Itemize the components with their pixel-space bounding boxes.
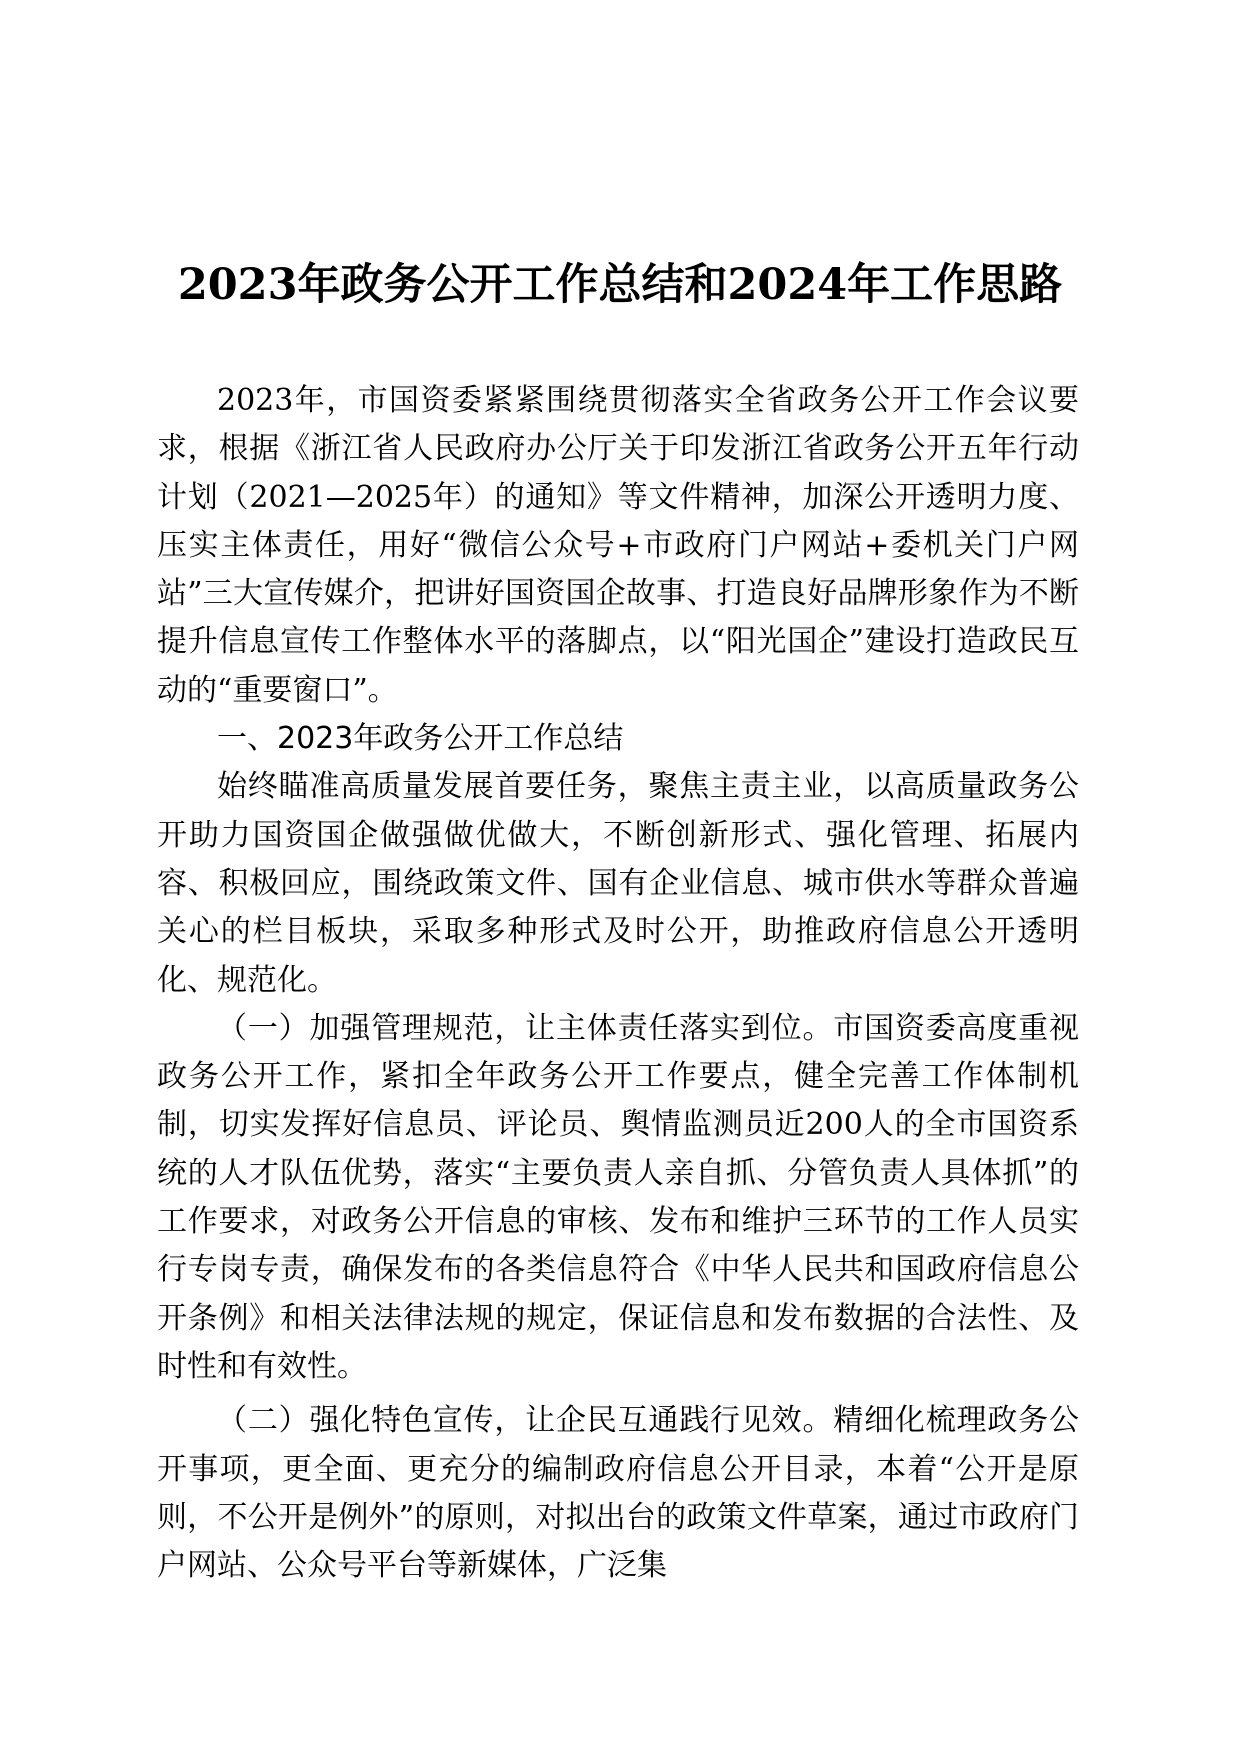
subsection-1-paragraph [157,1005,1079,1391]
section-heading-1: 一、2023年政务公开工作总结 [217,721,624,757]
document-body [157,377,1079,1590]
subsection-1-text: 市国资委高度重视政务公开工作，紧扣全年政务公开工作要点，健全完善工作体制机制，切实发挥好信息员、评论员、舆情监测员近200人的全市国资系统的人才队伍优势，落实“主要负责人亲自抓、分管负责人具体抓”的工作要求，对政务公开信息的审核、发布和维护三环节的工作人员实行专岗专责，确保发布的各类信息符合《中华人民共和国政府信息公开条例》和相关法律法规的规定，保证信息和发布数据的合法性、及时性和有效性。 [157,1010,1080,1384]
section-1-summary-paragraph: 始终瞄准高质量发展首要任务，聚焦主责主业，以高质量政务公开助力国资国企做强做优做大，不断创新形式、强化管理、拓展内容、积极回应，围绕政策文件、国有企业信息、城市供水等群众普遍关心的栏目板块，采取多种形式及时公开，助推政府信息公开透明化、规范化。 [157,769,1079,998]
subsection-2-text: 精细化梳理政务公开事项，更全面、更充分的编制政府信息公开目录，本着“公开是原则，不公开是例外”的原则，对拟出台的政策文件草案，通过市政府门户网站、公众号平台等新媒体，广泛集 [157,1403,1080,1584]
subsection-1-title: （一）加强管理规范，让主体责任落实到位。 [217,1010,834,1046]
subsection-2-title: （二）强化特色宣传，让企民互通践行见效。 [217,1403,834,1439]
document-title: 2023年政务公开工作总结和2024年工作思路 [177,260,1063,310]
intro-paragraph: 2023年，市国资委紧紧围绕贯彻落实全省政务公开工作会议要求，根据《浙江省人民政府办公厅关于印发浙江省政务公开五年行动计划（2021—2025年）的通知》等文件精神，加深公开透明力度、压实主体责任，用好“微信公众号+市政府门户网站+委机关门户网站”三大宣传媒介，把讲好国资国企故事、打造良好品牌形象作为不断提升信息宣传工作整体水平的落脚点，以“阳光国企”建设打造政民互动的“重要窗口”。 [157,383,1079,708]
subsection-2-paragraph [157,1397,1079,1590]
